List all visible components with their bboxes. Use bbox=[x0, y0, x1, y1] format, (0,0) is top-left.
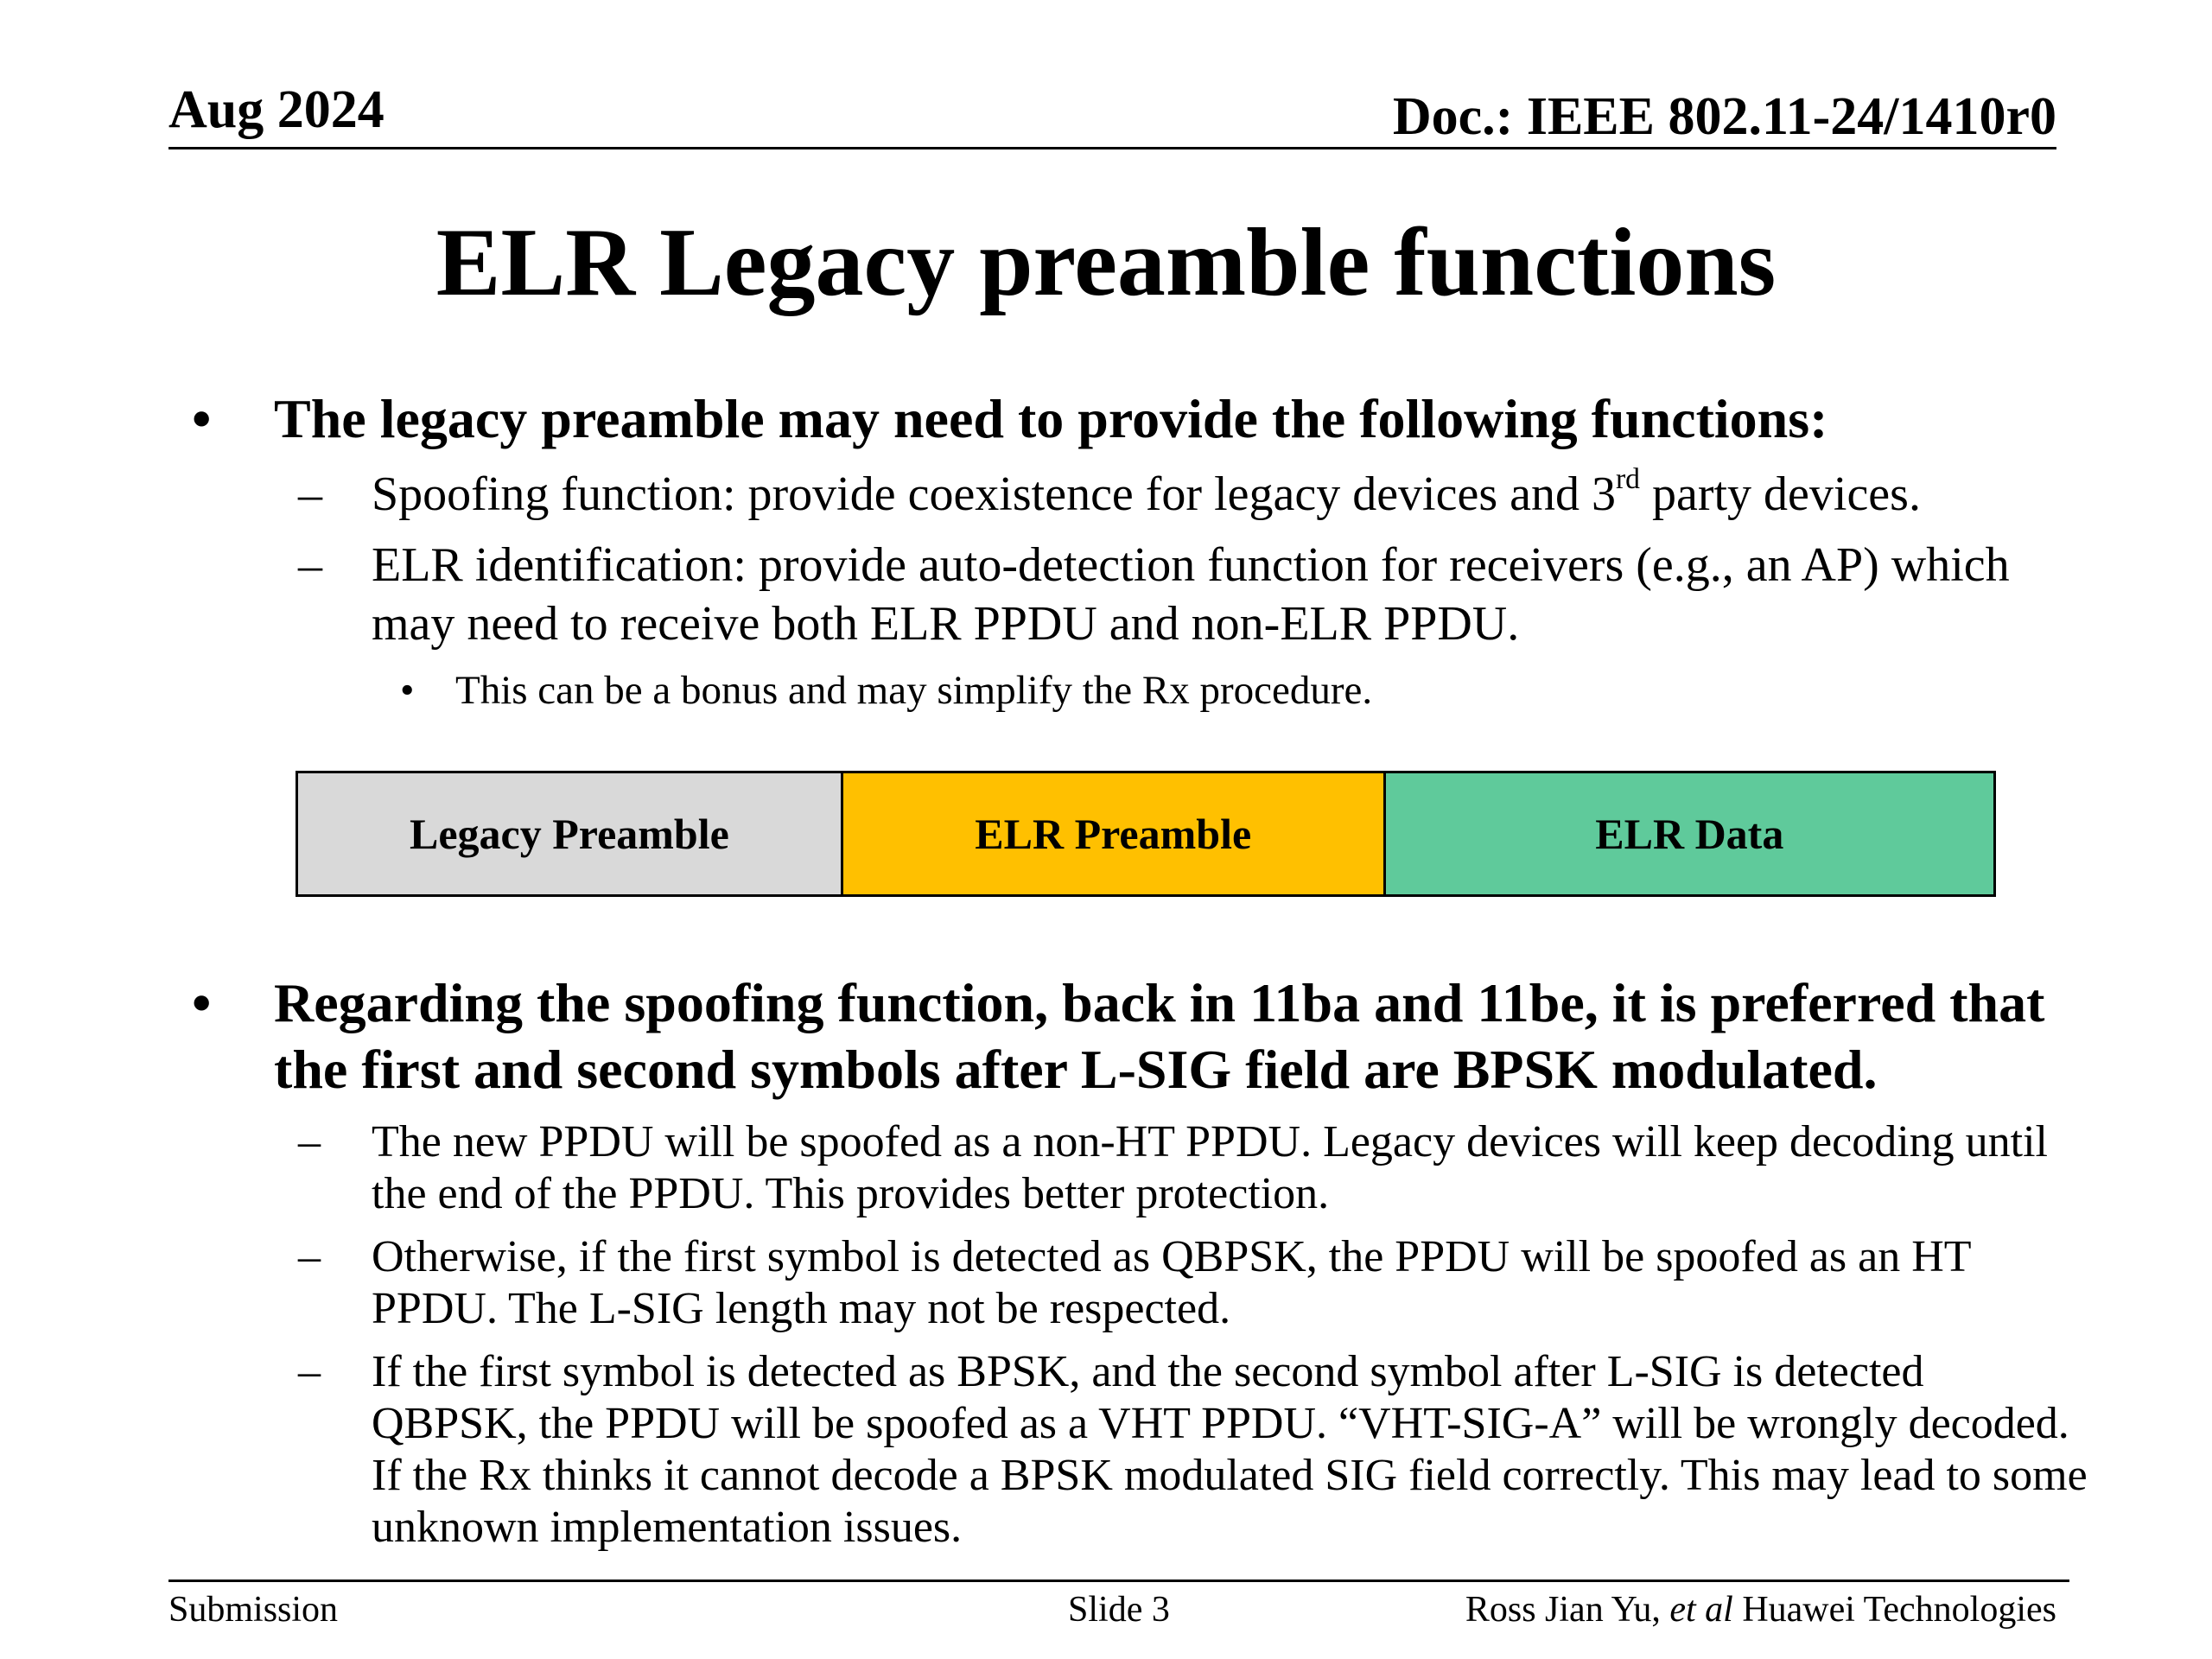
bullet-marker: • bbox=[192, 388, 212, 449]
footer-author: Ross Jian Yu, et al Huawei Technologies bbox=[1465, 1590, 2056, 1630]
sub-bullet-text: The new PPDU will be spoofed as a non-HT PPDU. Legacy devices will keep decoding until the end of the PPDU. This provides better protection. bbox=[372, 1117, 2048, 1218]
ppdu-structure-diagram bbox=[296, 771, 1996, 897]
footer-divider bbox=[168, 1580, 2069, 1582]
segment-elr-preamble bbox=[841, 773, 1383, 894]
sub-bullet-text: If the first symbol is detected as BPSK, and the second symbol after L-SIG is detected QBPSK, the PPDU will be spoofed as a VHT PPDU. “VHT-SIG-A” will be wrongly decoded. If the Rx thinks it cannot decode a BPSK modulated SIG field correctly. This may lead to some unknown implementation issues. bbox=[372, 1347, 2088, 1552]
footer-slide-number: Slide 3 bbox=[1068, 1590, 1170, 1630]
footer-submission: Submission bbox=[168, 1590, 339, 1630]
bullet-marker: • bbox=[192, 972, 212, 1033]
bullet-text: Regarding the spoofing function, back in 11ba and 11be, it is preferred that the first and second symbols after L-SIG field are BPSK modulated. bbox=[274, 972, 2045, 1100]
sub-bullet-text: Otherwise, if the first symbol is detected as QBPSK, the PPDU will be spoofed as an HT PPDU. The L-SIG length may not be respected. bbox=[372, 1232, 1971, 1333]
superscript: rd bbox=[1615, 463, 1640, 496]
bullet-marker: • bbox=[400, 668, 415, 713]
dash-marker: – bbox=[298, 1347, 321, 1396]
segment-label: ELR Data bbox=[1595, 810, 1784, 858]
sub-sub-bullet-text: This can be a bonus and may simplify the Rx procedure. bbox=[455, 668, 1373, 713]
header-doc-id: Doc.: IEEE 802.11-24/1410r0 bbox=[1392, 87, 2056, 146]
segment-legacy-preamble bbox=[298, 773, 841, 894]
dash-marker: – bbox=[298, 538, 322, 592]
slide-title: ELR Legacy preamble functions bbox=[435, 209, 1777, 316]
segment-label: ELR Preamble bbox=[975, 810, 1252, 858]
header-divider bbox=[168, 147, 2056, 149]
segment-elr-data bbox=[1383, 773, 1993, 894]
dash-marker: – bbox=[298, 1232, 321, 1281]
bullet-text: The legacy preamble may need to provide the following functions: bbox=[274, 388, 1828, 449]
sub-bullet-text: Spoofing function: provide coexistence for legacy devices and 3rd party devices. bbox=[372, 463, 1921, 521]
dash-marker: – bbox=[298, 1117, 321, 1166]
sub-bullet-text: ELR identification: provide auto-detection function for receivers (e.g., an AP) which may need to receive both ELR PPDU and non-ELR PPDU. bbox=[372, 538, 2010, 651]
segment-label: Legacy Preamble bbox=[410, 810, 729, 858]
dash-marker: – bbox=[298, 467, 322, 521]
header-date: Aug 2024 bbox=[168, 80, 385, 139]
